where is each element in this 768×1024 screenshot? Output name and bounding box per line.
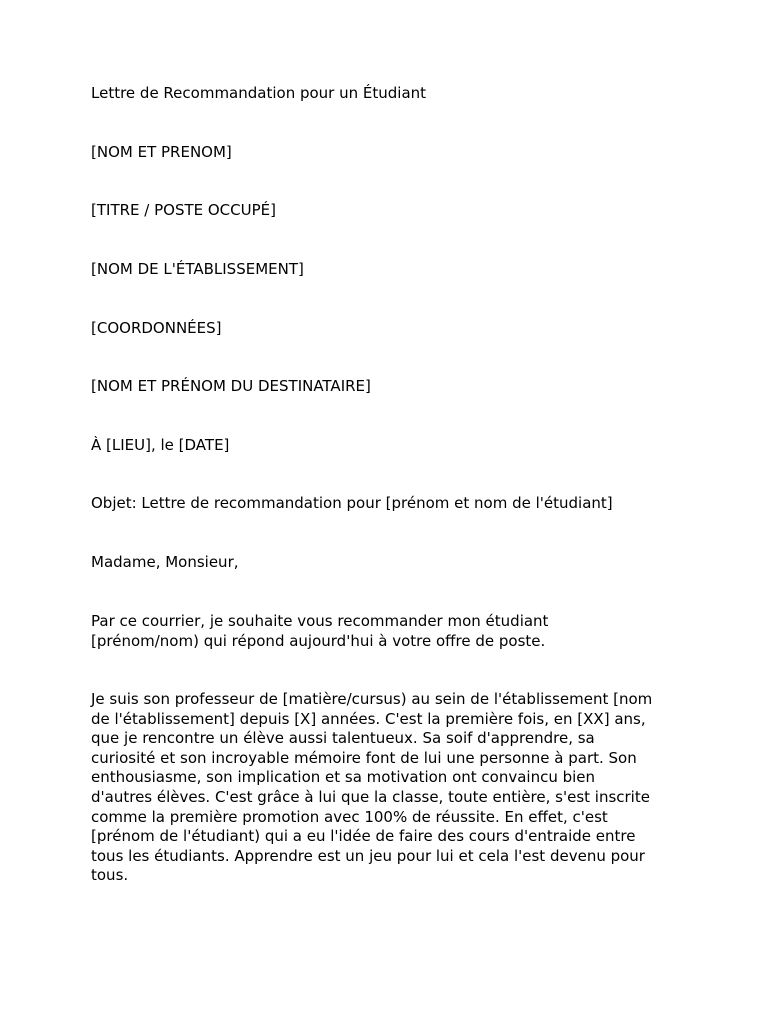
paragraph-line: [prénom/nom) qui répond aujourd'hui à votre offre de poste.: [91, 631, 546, 650]
paragraph-line: d'autres élèves. C'est grâce à lui que la classe, toute entière, s'est inscrite: [91, 787, 650, 806]
sender-name: [NOM ET PRENOM]: [91, 143, 232, 161]
paragraph-line: enthousiasme, son implication et sa motivation ont convaincu bien: [91, 768, 596, 787]
letter-title: Lettre de Recommandation pour un Étudiant: [91, 84, 427, 102]
intro-paragraph: [91, 612, 681, 651]
paragraph-line: tous les étudiants. Apprendre est un jeu pour lui et cela l'est devenu pour: [91, 846, 645, 865]
paragraph-line: comme la première promotion avec 100% de réussite. En effet, c'est: [91, 807, 608, 826]
paragraph-line: tous.: [91, 866, 129, 885]
paragraph-line: que je rencontre un élève aussi talentueux. Sa soif d'apprendre, sa: [91, 729, 595, 748]
institution-name: [NOM DE L'ÉTABLISSEMENT]: [91, 260, 304, 278]
paragraph-line: Par ce courrier, je souhaite vous recommander mon étudiant: [91, 612, 549, 630]
body-paragraph: [91, 690, 681, 886]
recipient-name: [NOM ET PRÉNOM DU DESTINATAIRE]: [91, 377, 371, 395]
contact-details: [COORDONNÉES]: [91, 319, 222, 337]
sender-title: [TITRE / POSTE OCCUPÉ]: [91, 201, 276, 219]
salutation: Madame, Monsieur,: [91, 553, 239, 571]
subject-line: Objet: Lettre de recommandation pour [prénom et nom de l'étudiant]: [91, 494, 613, 512]
paragraph-line: [prénom de l'étudiant) qui a eu l'idée de faire des cours d'entraide entre: [91, 827, 636, 846]
paragraph-line: Je suis son professeur de [matière/cursus) au sein de l'établissement [nom: [91, 690, 653, 708]
paragraph-line: de l'établissement] depuis [X] années. C'est la première fois, en [XX] ans,: [91, 709, 646, 728]
paragraph-line: curiosité et son incroyable mémoire font de lui une personne à part. Son: [91, 748, 637, 767]
place-and-date: À [LIEU], le [DATE]: [91, 436, 230, 454]
